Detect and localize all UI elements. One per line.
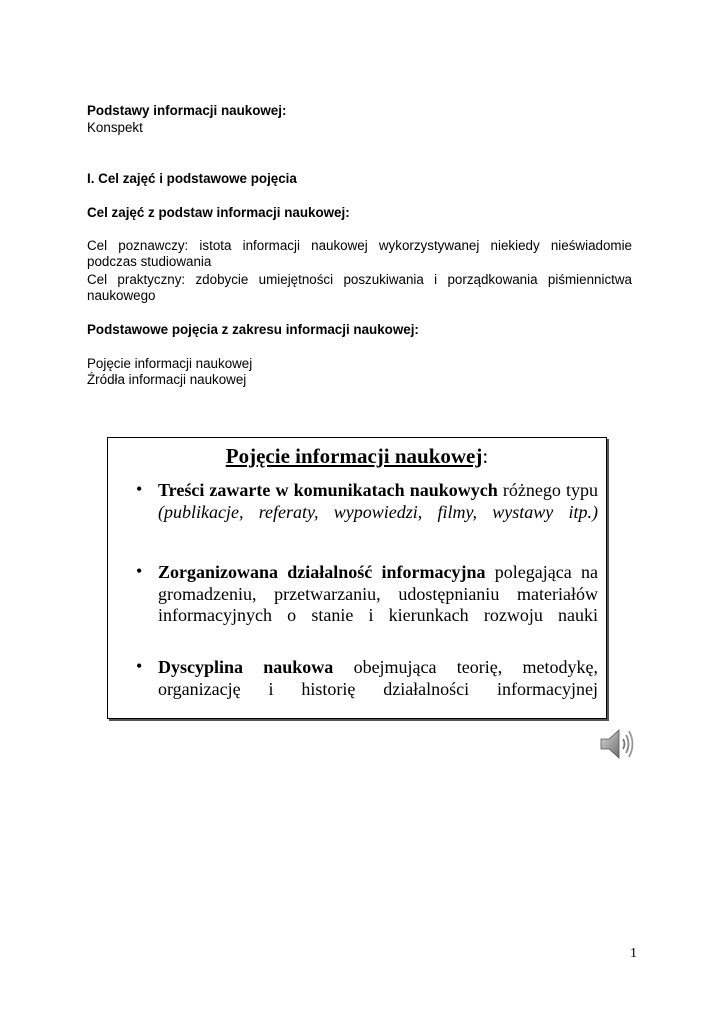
document-title: Podstawy informacji naukowej: (87, 103, 287, 118)
goal-practical: Cel praktyczny: zdobycie umiejętności poszukiwania i porządkowania piśmiennictwa naukowego (87, 272, 632, 303)
slide-bullet-item: • Dyscyplina naukowa obejmująca teorię, metodykę, organizację i historię działalności informacyjnej (136, 656, 598, 699)
slide-box (107, 437, 607, 719)
slide-bullet-item: • Zorganizowana działalność informacyjna polegająca na gromadzeniu, przetwarzaniu, udostępnianiu materiałów informacyjnych o stanie i kierunkach rozwoju nauki (136, 561, 598, 625)
concept-item: Źródła informacji naukowej (87, 372, 247, 387)
bullet-icon: • (136, 479, 143, 499)
bullet-icon: • (136, 656, 143, 676)
section-heading: I. Cel zajęć i podstawowe pojęcia (87, 171, 297, 186)
slide-bullet-item: • Treści zawarte w komunikatach naukowych różnego typu (publikacje, referaty, wypowiedzi, filmy, wystawy itp.) (136, 479, 598, 522)
page-number: 1 (630, 946, 637, 961)
bullet-icon: • (136, 561, 143, 581)
slide-title: Pojęcie informacji naukowej: (225, 444, 489, 468)
concepts-heading: Podstawowe pojęcia z zakresu informacji naukowej: (87, 322, 419, 337)
goal-cognitive: Cel poznawczy: istota informacji naukowej wykorzystywanej niekiedy nieświadomie podczas studiowania (87, 238, 632, 269)
concept-item: Pojęcie informacji naukowej (87, 356, 253, 371)
goals-heading: Cel zajęć z podstaw informacji naukowej: (87, 205, 350, 220)
speaker-sound-icon[interactable] (598, 727, 638, 761)
document-subtitle: Konspekt (87, 120, 143, 135)
